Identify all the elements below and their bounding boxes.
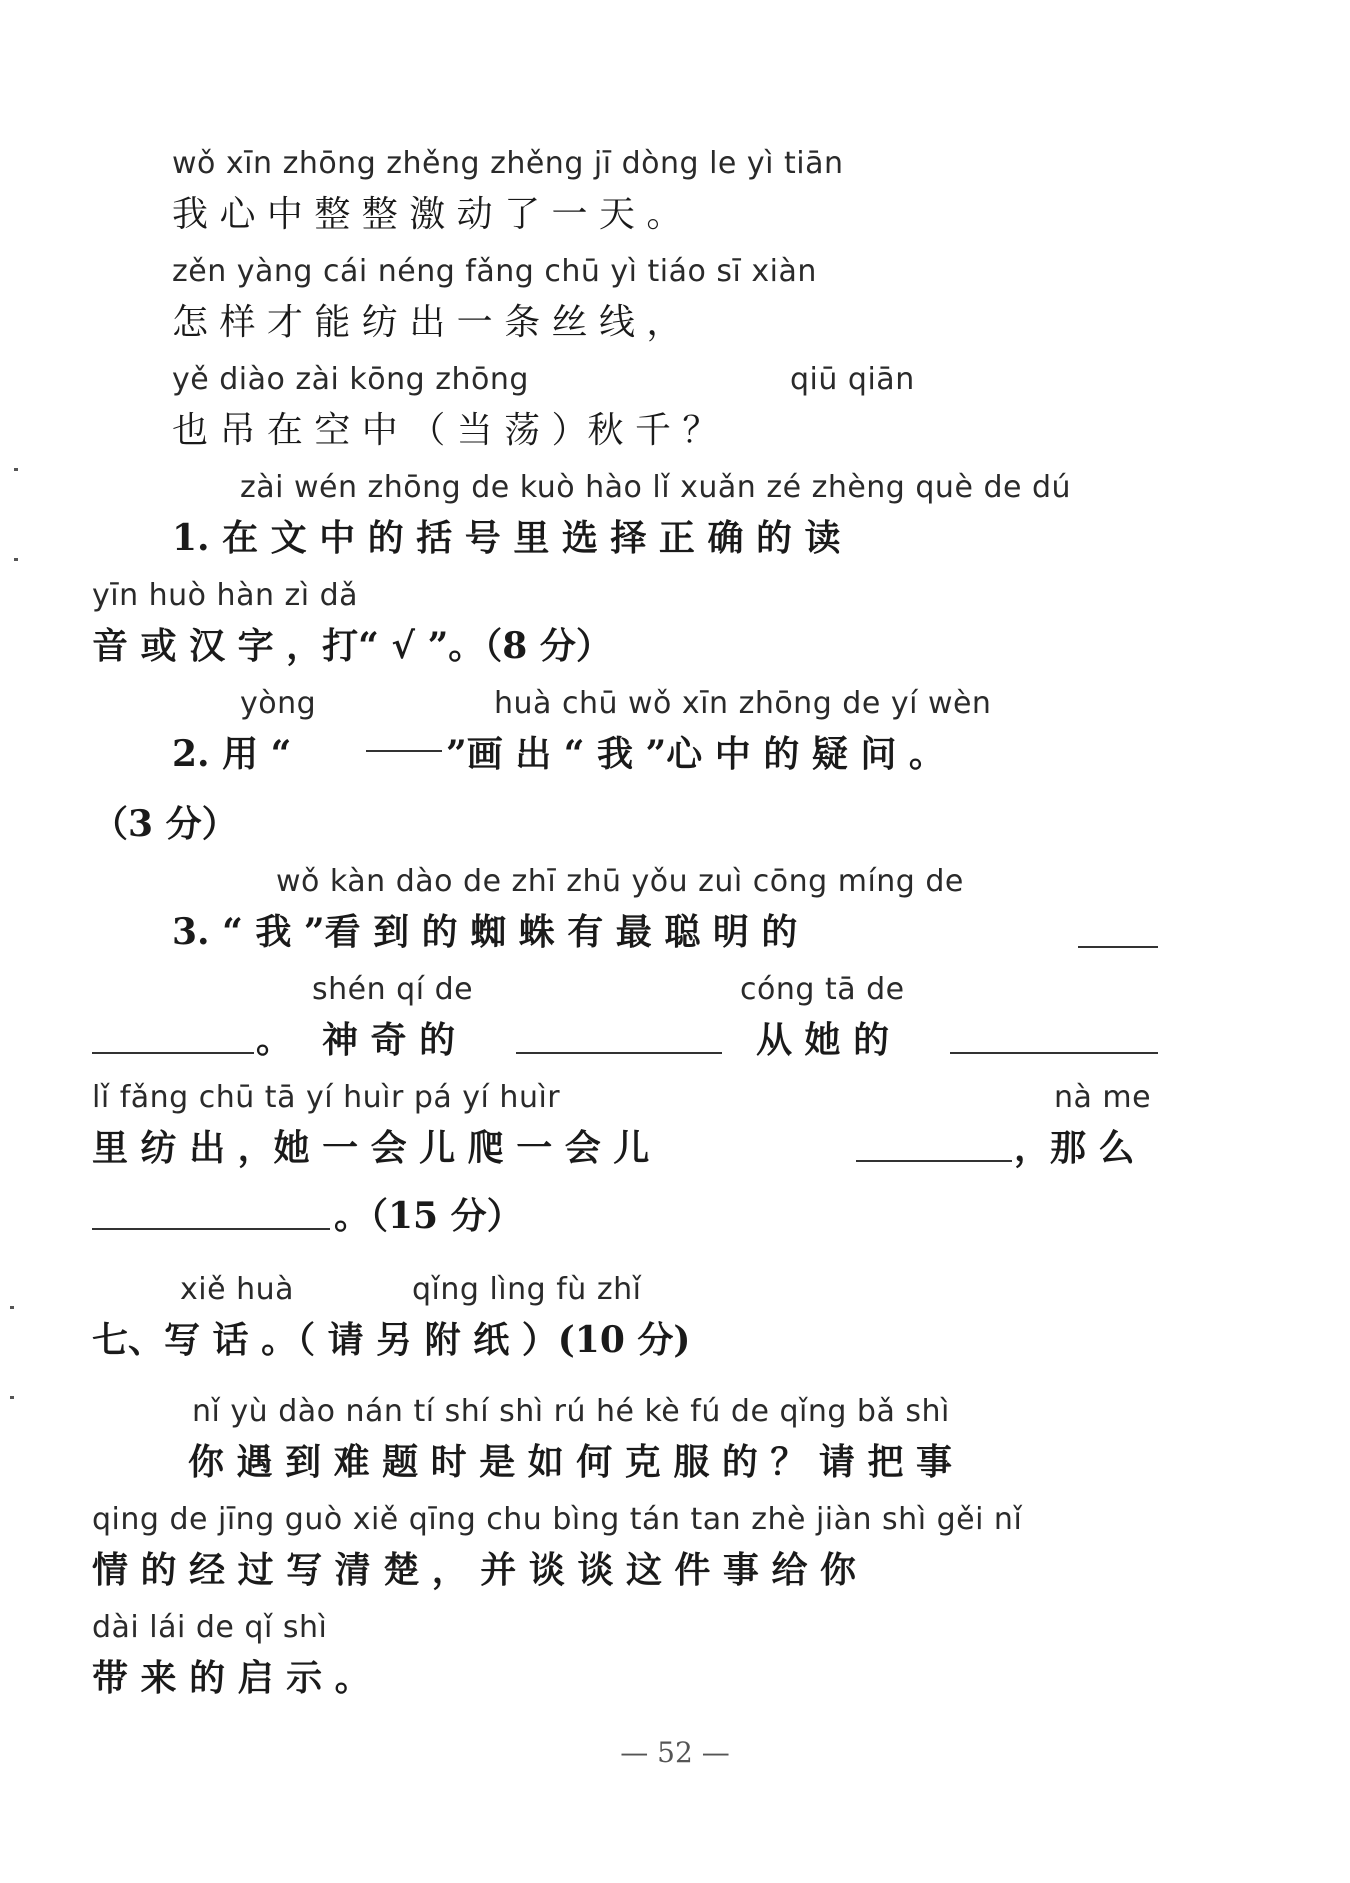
q3-pinyin-3a: lǐ fǎng chū tā yí huìr pá yí huìr [92, 1080, 561, 1115]
q3-text-3b: ，那 么 [1014, 1127, 1135, 1169]
writing-text-2: 情 的 经 过 写 清 楚 ， 并 谈 谈 这 件 事 给 你 [92, 1549, 856, 1591]
page-number: — 52 — [620, 1736, 730, 1769]
poem-line-2-text: 怎 样 才 能 纺 出 一 条 丝 线 ， [172, 302, 683, 343]
poem-line-1-text: 我 心 中 整 整 激 动 了 一 天 。 [172, 194, 683, 235]
q3-pinyin-3b: nà me [1054, 1080, 1152, 1115]
q3-pinyin-2a: shén qí de [312, 972, 474, 1007]
q2-pinyin-a: yòng [240, 686, 317, 721]
q3-text-3a: 里 纺 出 ，她 一 会 儿 爬 一 会 儿 [92, 1127, 650, 1169]
writing-pinyin-3: dài lái de qǐ shì [92, 1610, 328, 1645]
section7-pinyin-a: xiě huà [180, 1272, 294, 1307]
q3-score: 。（15 分） [334, 1195, 523, 1237]
writing-pinyin-2: qing de jīng guò xiě qīng chu bìng tán tan zhè jiàn shì gěi nǐ [92, 1502, 1023, 1537]
margin-mark [10, 1396, 14, 1399]
poem-line-1-pinyin: wǒ xīn zhōng zhěng zhěng jī dòng le yì tiān [172, 146, 844, 181]
q3-text-2b: 从 她 的 [756, 1019, 890, 1061]
q3-blank-4[interactable] [856, 1160, 1012, 1162]
q1-cont-pinyin: yīn huò hàn zì dǎ [92, 578, 359, 613]
q1-cont-text: 音 或 汉 字 ，打“ √ ”。（8 分） [92, 625, 612, 667]
q2-pinyin-b: huà chū wǒ xīn zhōng de yí wèn [494, 686, 992, 721]
q2-underline-sample [366, 750, 442, 752]
poem-line-3-pinyin-a: yě diào zài kōng zhōng [172, 362, 529, 397]
q1-text: 1. 在 文 中 的 括 号 里 选 择 正 确 的 读 [172, 517, 841, 559]
q3-blank-2[interactable] [516, 1052, 722, 1054]
q3-text-2a: 神 奇 的 [322, 1019, 456, 1061]
q3-blank-1-cont[interactable] [92, 1052, 254, 1054]
poem-line-2-pinyin: zěn yàng cái néng fǎng chū yì tiáo sī xiàn [172, 254, 817, 289]
writing-text-3: 带 来 的 启 示 。 [92, 1657, 371, 1699]
q1-pinyin: zài wén zhōng de kuò hào lǐ xuǎn zé zhèng què de dú [240, 470, 1072, 505]
q2-score: （3 分） [92, 803, 238, 845]
q3-blank-5[interactable] [92, 1228, 330, 1230]
q3-blank-3[interactable] [950, 1052, 1158, 1054]
q2-text-a: 2. 用 “ [172, 733, 292, 775]
q2-text-b: ”画 出 “ 我 ”心 中 的 疑 问 。 [446, 733, 945, 775]
q3-pinyin-1: wǒ kàn dào de zhī zhū yǒu zuì cōng míng de [276, 864, 964, 899]
poem-line-3-pinyin-b: qiū qiān [790, 362, 915, 397]
writing-pinyin-1: nǐ yù dào nán tí shí shì rú hé kè fú de qǐng bǎ shì [192, 1394, 950, 1429]
q3-blank-1[interactable] [1078, 946, 1158, 948]
section7-heading: 七、写 话 。（ 请 另 附 纸 ）(10 分) [92, 1319, 691, 1361]
section7-pinyin-b: qǐng lìng fù zhǐ [412, 1272, 642, 1307]
q3-pinyin-2b: cóng tā de [740, 972, 905, 1007]
margin-mark [14, 468, 18, 471]
q3-text-1: 3. “ 我 ”看 到 的 蜘 蛛 有 最 聪 明 的 [172, 911, 798, 953]
margin-mark [10, 1306, 14, 1309]
writing-text-1: 你 遇 到 难 题 时 是 如 何 克 服 的 ？ 请 把 事 [188, 1441, 952, 1483]
margin-mark [14, 558, 18, 561]
q3-period: 。 [256, 1019, 293, 1061]
poem-line-3-text: 也 吊 在 空 中 （ 当 荡 ）秋 千 ？ [172, 410, 719, 451]
